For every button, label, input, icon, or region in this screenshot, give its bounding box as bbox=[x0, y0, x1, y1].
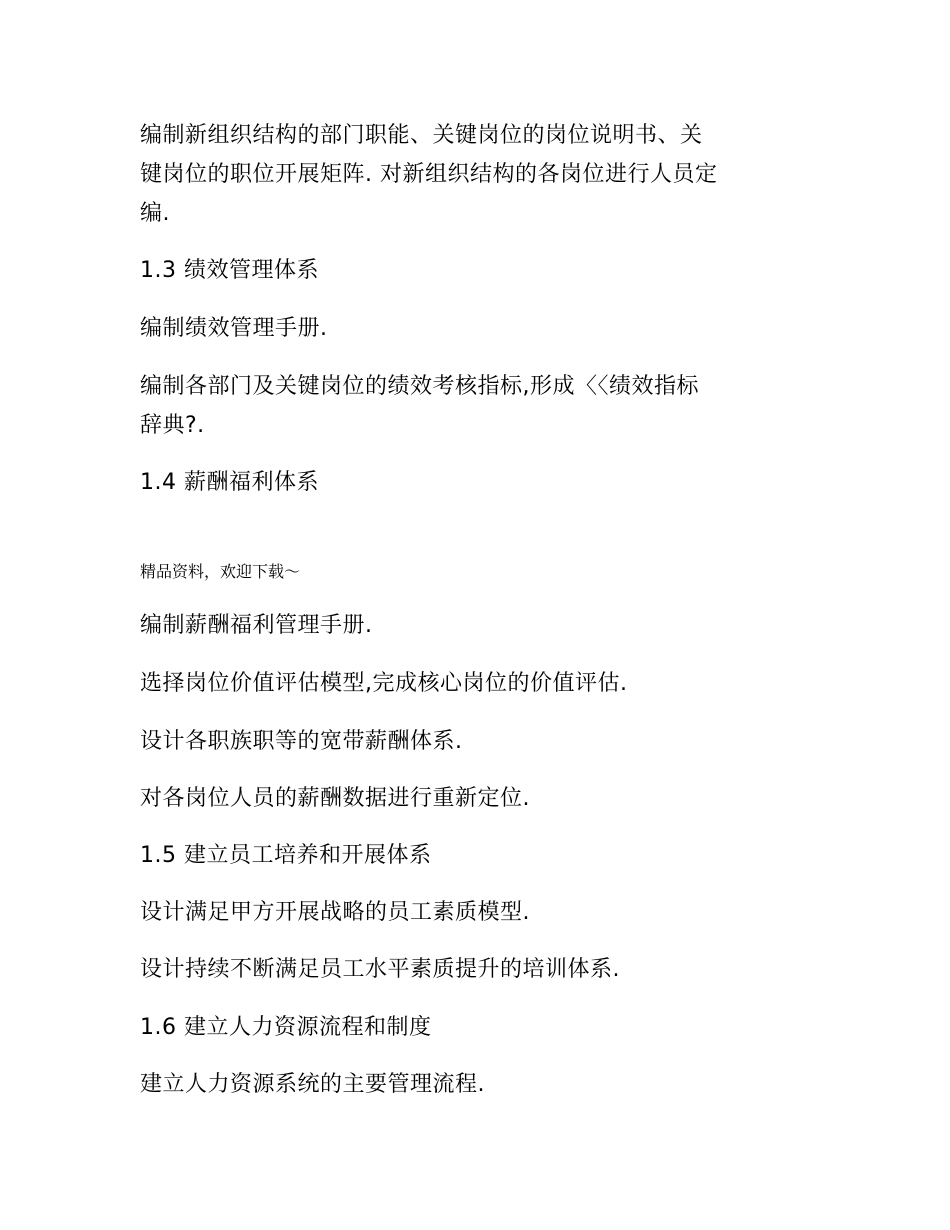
paragraph-line: 编制新组织结构的部门职能、关键岗位的岗位说明书、关 bbox=[140, 123, 703, 148]
paragraph-line: 设计满足甲方开展战略的员工素质模型. bbox=[140, 900, 530, 925]
paragraph-line: 选择岗位价值评估模型,完成核心岗位的价值评估. bbox=[140, 671, 628, 696]
paragraph-line: 辞典?. bbox=[140, 413, 205, 438]
section-heading: 1.5 建立员工培养和开展体系 bbox=[140, 843, 432, 868]
paragraph-line: 编制绩效管理手册. bbox=[140, 316, 328, 341]
paragraph-line: 建立人力资源系统的主要管理流程. bbox=[140, 1072, 485, 1097]
page-footer-note: 精品资料，欢迎下载～ bbox=[140, 562, 301, 581]
section-heading: 1.4 薪酬福利体系 bbox=[140, 470, 319, 495]
section-heading: 1.3 绩效管理体系 bbox=[140, 258, 319, 283]
paragraph-line: 编制薪酬福利管理手册. bbox=[140, 613, 373, 638]
paragraph-line: 编. bbox=[140, 201, 170, 226]
paragraph-line: 对各岗位人员的薪酬数据进行重新定位. bbox=[140, 786, 530, 811]
paragraph-line: 设计各职族职等的宽带薪酬体系. bbox=[140, 729, 463, 754]
paragraph-line: 设计持续不断满足员工水平素质提升的培训体系. bbox=[140, 957, 620, 982]
paragraph-line: 编制各部门及关键岗位的绩效考核指标,形成〈〈绩效指标 bbox=[140, 374, 699, 399]
section-heading: 1.6 建立人力资源流程和制度 bbox=[140, 1015, 432, 1040]
paragraph-line: 键岗位的职位开展矩阵. 对新组织结构的各岗位进行人员定 bbox=[140, 162, 718, 187]
